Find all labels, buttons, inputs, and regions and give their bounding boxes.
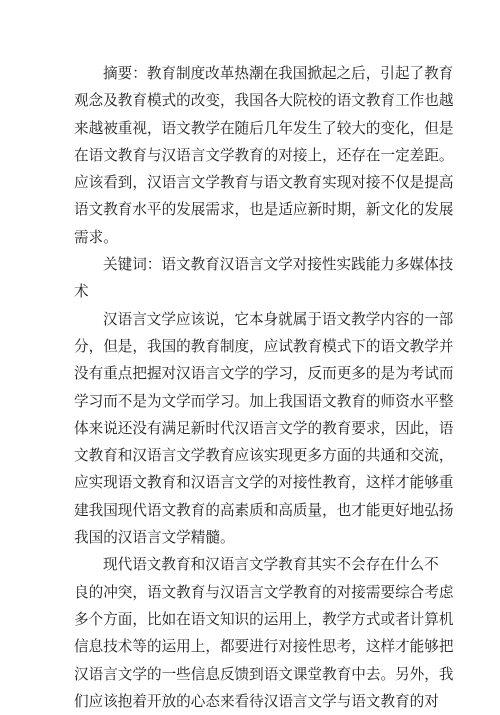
- text-line: 应该看到，汉语言文学教育与语文教育实现对接不仅是提高: [74, 174, 454, 192]
- text-line: 学习而不是为文学而学习。加上我国语文教育的师资水平整: [74, 392, 454, 410]
- document-page: [74, 60, 454, 715]
- text-line: 现代语文教育和汉语言文学教育其实不会存在什么不: [103, 556, 439, 574]
- keywords-paragraph: [74, 251, 454, 306]
- text-line: 体来说还没有满足新时代汉语言文学的教育要求，因此，语: [74, 419, 454, 437]
- abstract-paragraph: [74, 60, 454, 251]
- text-line: 良的冲突，语文教育与汉语言文学教育的对接需要综合考虑: [74, 583, 454, 601]
- text-line: 关键词：语文教育汉语言文学对接性实践能力多媒体技: [103, 256, 454, 274]
- text-line: 术: [74, 283, 89, 301]
- text-line: 汉语言文学应该说，它本身就属于语文教学内容的一部: [103, 310, 454, 328]
- text-line: 建我国现代语文教育的高素质和高质量，也才能更好地弘扬: [74, 501, 454, 519]
- body-paragraph-1: [74, 306, 454, 552]
- text-line: 语文教育水平的发展需求，也是适应新时期，新文化的发展: [74, 201, 454, 219]
- text-line: 们应该抱着开放的心态来看待汉语言文学与语文教育的对: [74, 692, 439, 710]
- text-line: 来越被重视，语文教学在随后几年发生了较大的变化，但是: [74, 119, 454, 137]
- text-line: 文教育和汉语言文学教育应该实现更多方面的共通和交流，: [74, 447, 454, 465]
- body-paragraph-2: [74, 551, 454, 715]
- text-line: 观念及教育模式的改变，我国各大院校的语文教育工作也越: [74, 92, 454, 110]
- text-line: 汉语言文学的一些信息反馈到语文课堂教育中去。另外，我: [74, 665, 454, 683]
- text-line: 多个方面，比如在语文知识的运用上，教学方式或者计算机: [74, 610, 454, 628]
- text-line: 摘要：教育制度改革热潮在我国掀起之后，引起了教育: [103, 65, 454, 82]
- text-line: 我国的汉语言文学精髓。: [74, 529, 235, 547]
- text-line: 需求。: [74, 228, 118, 246]
- text-line: 应实现语文教育和汉语言文学的对接性教育，这样才能够重: [74, 474, 454, 492]
- text-line: 没有重点把握对汉语言文学的学习，反而更多的是为考试而: [74, 365, 454, 383]
- text-line: 在语文教育与汉语言文学教育的对接上，还存在一定差距。: [74, 146, 454, 164]
- text-line: 信息技术等的运用上，都要进行对接性思考，这样才能够把: [74, 638, 454, 656]
- text-line: 分，但是，我国的教育制度，应试教育模式下的语文教学并: [74, 337, 454, 355]
